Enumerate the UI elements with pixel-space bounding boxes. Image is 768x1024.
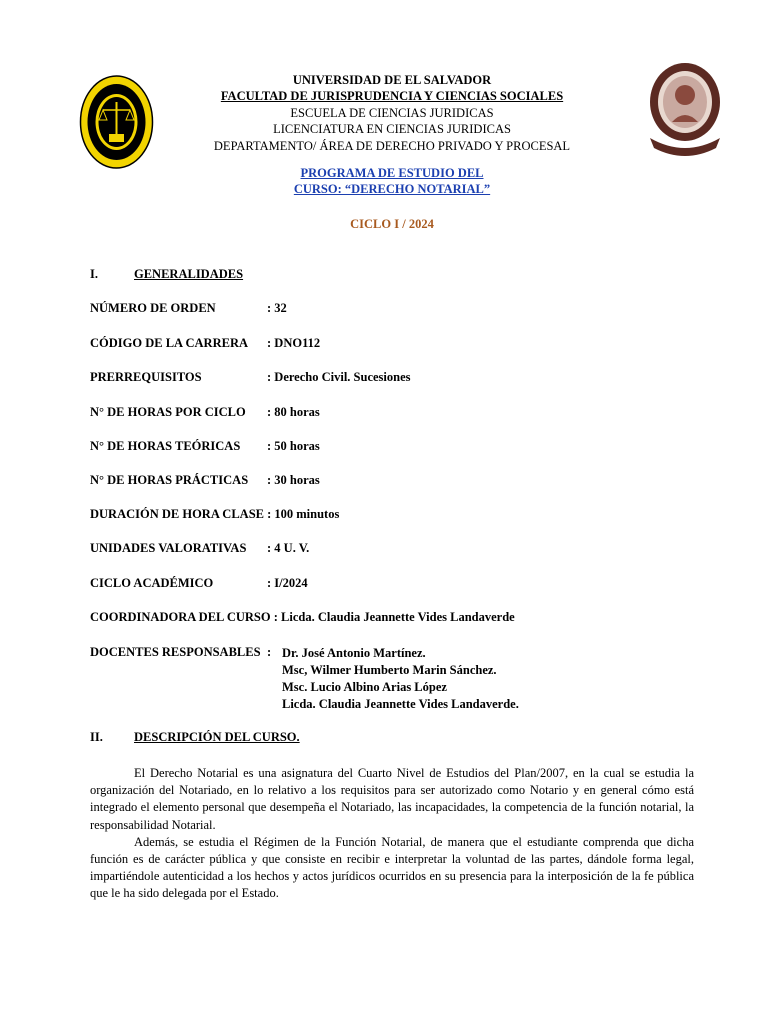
department-name: DEPARTAMENTO/ ÁREA DE DERECHO PRIVADO Y PROCESAL bbox=[213, 138, 571, 153]
field-value: : 80 horas bbox=[267, 405, 320, 419]
description-paragraph: Además, se estudia el Régimen de la Función Notarial, de manera que el estudiante comprenda que dicha función es de carácter pública y que consiste en recibir e interpretar la voluntad de las partes, dándole forma legal, impartiéndole autenticidad a los hechos y actos jurídicos ocurridos en su presencia para la interposición de la fe pública que le ha sido delegada por el Estado. bbox=[90, 834, 694, 901]
field-label: DURACIÓN DE HORA CLASE bbox=[90, 507, 264, 521]
degree-name: LICENCIATURA EN CIENCIAS JURIDICAS bbox=[273, 122, 511, 137]
field-row bbox=[90, 541, 310, 556]
teacher-name: Msc. Lucio Albino Arias López bbox=[282, 680, 447, 694]
faculty-name: FACULTAD DE JURISPRUDENCIA Y CIENCIAS SOCIALES bbox=[220, 89, 564, 104]
field-row bbox=[90, 439, 320, 454]
program-title bbox=[170, 165, 614, 198]
field-row bbox=[90, 473, 320, 488]
institution-header bbox=[170, 72, 614, 154]
section-descripcion bbox=[90, 730, 300, 745]
coordinator-value: : Licda. Claudia Jeannette Vides Landaverde bbox=[273, 610, 515, 624]
field-value: : Derecho Civil. Sucesiones bbox=[267, 370, 411, 384]
field-row bbox=[90, 405, 320, 420]
section-title: GENERALIDADES bbox=[134, 267, 244, 281]
field-value: : 30 horas bbox=[267, 473, 320, 487]
field-row bbox=[90, 507, 339, 522]
field-row bbox=[90, 301, 287, 316]
field-value: : 100 minutos bbox=[267, 507, 340, 521]
field-row bbox=[90, 576, 308, 591]
field-value: : DNO112 bbox=[267, 336, 321, 350]
field-label: N° DE HORAS TEÓRICAS bbox=[90, 439, 241, 453]
cycle-title: CICLO I / 2024 bbox=[350, 217, 434, 231]
university-name: UNIVERSIDAD DE EL SALVADOR bbox=[292, 73, 492, 87]
coordinator-row bbox=[90, 610, 515, 625]
field-label: UNIDADES VALORATIVAS bbox=[90, 541, 247, 555]
teachers-row bbox=[90, 645, 272, 660]
course-description bbox=[90, 765, 694, 903]
field-label: PRERREQUISITOS bbox=[90, 370, 202, 384]
field-row bbox=[90, 336, 321, 351]
field-value: : I/2024 bbox=[267, 576, 308, 590]
teacher-name: Msc, Wilmer Humberto Marin Sánchez. bbox=[282, 663, 497, 677]
section-number: II. bbox=[90, 730, 103, 744]
field-label: CICLO ACADÉMICO bbox=[90, 576, 214, 590]
field-row bbox=[90, 370, 411, 385]
section-generalidades bbox=[90, 267, 243, 282]
teacher-name: Licda. Claudia Jeannette Vides Landaverde. bbox=[282, 697, 519, 711]
field-label: CÓDIGO DE LA CARRERA bbox=[90, 336, 249, 350]
teachers-list bbox=[282, 645, 519, 713]
section-number: I. bbox=[90, 267, 98, 281]
school-name: ESCUELA DE CIENCIAS JURIDICAS bbox=[290, 105, 494, 120]
university-seal-logo bbox=[646, 60, 724, 158]
field-value: : 50 horas bbox=[267, 439, 320, 453]
field-value: : 4 U. V. bbox=[267, 541, 310, 555]
faculty-seal-logo bbox=[79, 74, 154, 170]
field-label: NÚMERO DE ORDEN bbox=[90, 301, 216, 315]
teacher-name: Dr. José Antonio Martínez. bbox=[282, 646, 426, 660]
field-label: N° DE HORAS PRÁCTICAS bbox=[90, 473, 249, 487]
program-title-line1: PROGRAMA DE ESTUDIO DEL bbox=[300, 166, 484, 180]
teachers-label: DOCENTES RESPONSABLES bbox=[90, 645, 261, 659]
program-title-line2: CURSO: “DERECHO NOTARIAL” bbox=[293, 182, 491, 197]
section-title: DESCRIPCIÓN DEL CURSO. bbox=[134, 730, 300, 744]
description-paragraph: El Derecho Notarial es una asignatura del Cuarto Nivel de Estudios del Plan/2007, en la cual se estudia la organización del Notariado, en lo relativo a los requisitos para ser autorizado como Notario y en general cómo está integrado el elemento personal que desempeña el Notariado, las incapacidades, la competencia de la función notarial, la responsabilidad Notarial. bbox=[90, 766, 694, 832]
field-value: : 32 bbox=[267, 301, 287, 315]
teachers-colon: : bbox=[267, 645, 272, 659]
field-label: N° DE HORAS POR CICLO bbox=[90, 405, 246, 419]
coordinator-label: COORDINADORA DEL CURSO bbox=[90, 610, 271, 624]
